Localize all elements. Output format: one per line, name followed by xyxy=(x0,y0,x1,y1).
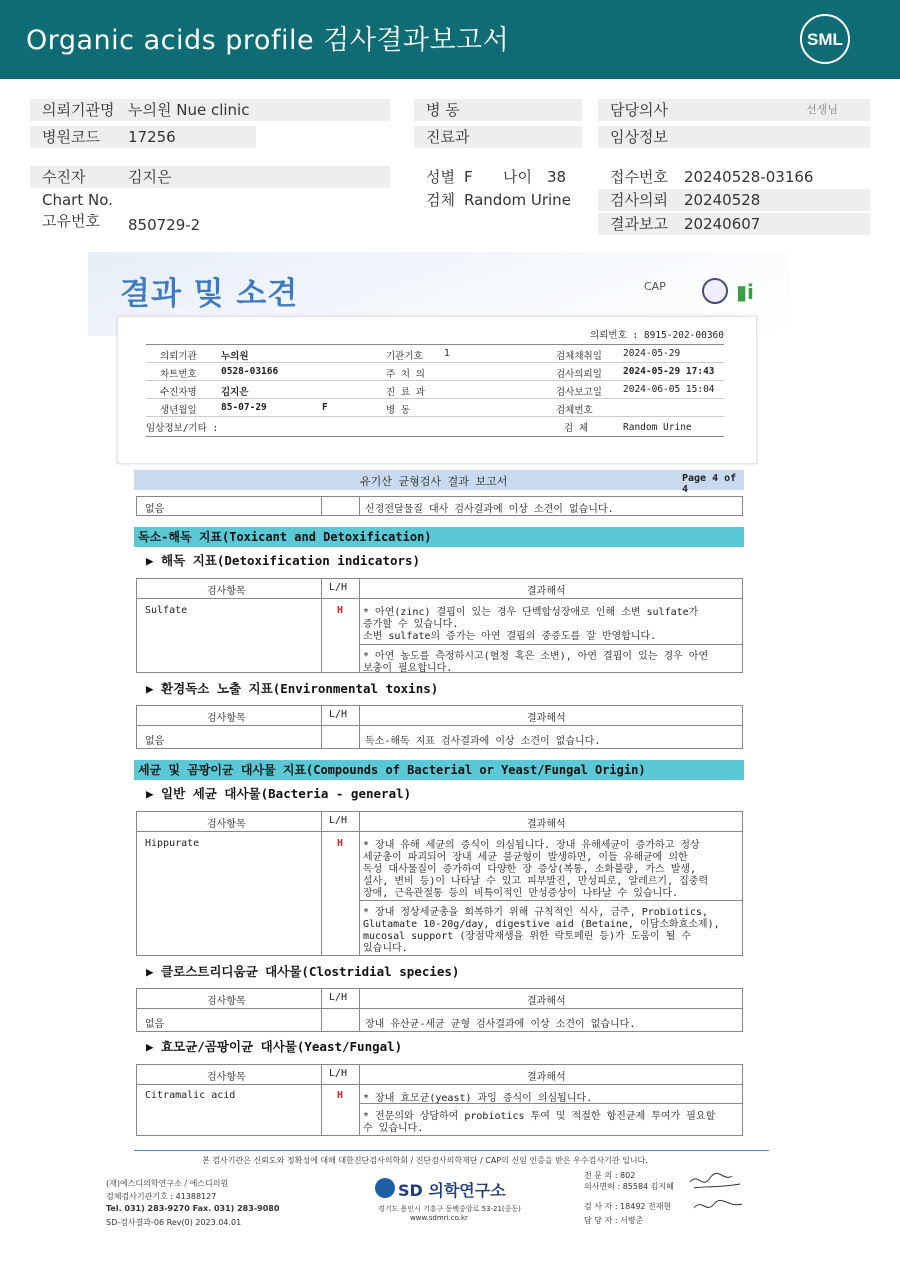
clinical-info-field: 임상정보 xyxy=(598,126,870,148)
analyte-citramalic-acid: Citramalic acid xyxy=(145,1090,236,1101)
chart-no-field: Chart No. xyxy=(42,191,113,209)
flag-high: H xyxy=(337,838,344,849)
clostridial-table: 검사항목 L/H 결과해석 없음 장내 유산균-세균 균형 검사결과에 이상 소견이 없습니다. xyxy=(136,988,743,1032)
yeast-table: 검사항목 L/H 결과해석 Citramalic acid H * 장내 효모균(yeast) 과잉 증식이 의심됩니다. * 전문의와 상담하여 probiotics 투여 및 적절한 항진균제 투여가 필요할 수 있습니다. xyxy=(136,1064,743,1136)
patient-name-field: 수진자 김지은 xyxy=(30,166,390,188)
signature-icon xyxy=(684,1168,748,1224)
dept-field: 진료과 xyxy=(414,126,582,148)
patient-info-box: 의뢰번호 : 8915-202-00360 의뢰기관 누의원 기관기호 1 검체채취일 2024-05-29 차트번호 0528-03166 주 치 의 검사의뢰일 2024-05-29 17:43 수진자명 김지은 진 료 과 검사보고일 2024-06-05 15:04 생년월일 85-07-29 F 병 동 검체번호 임상정보/기타 : 검 체 Random Urine xyxy=(117,316,757,464)
page-title: Organic acids profile 검사결과보고서 xyxy=(26,25,510,56)
sd-brand: SD 의학연구소 xyxy=(398,1181,506,1200)
unique-id-field: 고유번호 850729-2 xyxy=(42,212,201,234)
bacteria-table: 검사항목 L/H 결과해석 Hippurate H * 장내 유해 세균의 증식이 의심됩니다. 장내 유해세균이 증가하고 정상 세균총이 파괴되어 장내 세균 불균형이 발생하면, 이들 유해균에 의한 독성 대사물질이 증가하여 다양한 장 증상(복통, 소화불량, 가스 발생, 설사, 변비 등)이 나타날 수 있고 피부발진, 만성피로, 알레르기, 집중력 장애, 근육관절통 등의 비특이적인 만성증상이 나타날 수 있습니다. * 장내 정상세균총을 회복하기 위해 규칙적인 식사, 금주, Probiotics, Glutamate 10-20g/day, digestive aid (Betaine, 이담소화효소제), mucosal support (장점막재생을 위한 락토페린 등)가 도움이 될 수 있습니다. xyxy=(136,811,743,956)
sd-logo-icon xyxy=(375,1178,395,1198)
section-bacterial-fungal: 세균 및 곰팡이균 대사물 지표(Compounds of Bacterial or Yeast/Fungal Origin) xyxy=(134,760,744,780)
analyte-hippurate: Hippurate xyxy=(145,838,200,849)
sml-logo-icon xyxy=(798,12,852,66)
env-toxins-table: 검사항목 L/H 결과해석 없음 독소-해독 지표 검사결과에 이상 소견이 없습니다. xyxy=(136,705,743,749)
receipt-no-field: 접수번호 20240528-03166 xyxy=(610,168,814,186)
result-banner-title: 결과 및 소견 xyxy=(120,276,299,312)
request-number: 의뢰번호 : 8915-202-00360 xyxy=(590,330,724,341)
subsection-clostridial: ▶ 클로스트리디움균 대사물(Clostridial species) xyxy=(146,964,460,979)
hospital-code-field: 병원코드 17256 xyxy=(30,126,256,148)
subsection-yeast: ▶ 효모균/곰팡이균 대사물(Yeast/Fungal) xyxy=(146,1039,403,1054)
doctor-field: 담당의사 선생님 xyxy=(598,99,870,121)
result-report: 결과 및 소견 CAP ▮i 의뢰번호 : 8915-202-00360 의뢰기관 누의원 기관기호 1 검체채취일 2024-05-29 차트번호 0528-03166 주 치 의 검사의뢰일 2024-05-29 17:43 수진자명 김지은 진 료 과 검사보고일 2024-06-05 15:04 생년월일 85-07-29 F 병 동 검체번호 임상정보/기타 : 검 체 Random Urine 유기산 균형검사 결과 보고서 Page 4 of 4 없음 신경전달물질 대사 검사결과에 이상 소견이 없습니다. 독소-해독 지표(Toxicant and Detoxification) ▶ 해독 지표(Detoxification indicators) 검사항목 L/H 결과해석 Sulfate H * 아연(zinc) 결핍이 있는 경우 단백합성장애로 인해 소변 sulfate가 증가할 수 있습니다. 소변 sulfate의 증가는 아연 결핍의 중증도를 잘 반영합니다. * 아연 농도를 측정하시고(혈청 혹은 소변), 아연 결핍이 있는 경우 아연 보충이 필요합니다. ▶ 환경독소 노출 지표(Environmental toxins) 검사항목 L/H 결과해석 없음 독소-해독 지표 검사결과에 이상 소견이 없습니다. 세균 및 곰팡이균 대사물 지표(Compounds of Bacterial or Yeast/Fungal Origin) ▶ 일반 세균 대사물(Bacteria - general) 검사항목 L/H 결과해석 Hippurate H * 장내 유해 세균의 증식이 의심됩니다. 장내 유해세균이 증가하고 정상 세균총이 파괴되어 장내 세균 불균형이 발생하면, 이들 유해균에 의한 독성 대사물질이 증가하여 다양한 장 증상(복통, 소화불량, 가스 발생, 설사, 변비 등)이 나타날 수 있고 피부발진, 만성피로, 알레르기, 집중력 장애, 근육관절통 등의 비특이적인 만성증상이 나타날 수 있습니다. * 장내 정상세균총을 회복하기 위해 규칙적인 식사, 금주, Probiotics, Glutamate 10-20g/day, digestive aid (Betaine, 이담소화효소제), mucosal support (장점막재생을 위한 락토페린 등)가 도움이 될 수 있습니다. ▶ 클로스트리디움균 대사물(Clostridial species) 검사항목 L/H 결과해석 없음 장내 유산균-세균 균형 검사결과에 이상 소견이 없습니다. ▶ 효모균/곰팡이균 대사물(Yeast/Fungal) 검사항목 L/H 결과해석 Citramalic acid H * 장내 효모균(yeast) 과잉 증식이 의심됩니다. * 전문의와 상담하여 probiotics 투여 및 적절한 항진균제 투여가 필요할 수 있습니다. 본 검사기관은 신뢰도와 정확성에 대해 대한진단검사의학회 / 진단검사의학재단 / CAP의 신임 인증을 받은 우수검사기관 입니다. (재)에스디의학연구소 / 에스디의원 검체검사기관기호 : 41388127 Tel. 031) 283-9270 Fax. 031) 283-9080 SD-검사결과-06 Rev(0) 2023.04.01 SD 의학연구소 경기도 용인시 기흥구 동백중앙로 53-21(중동) www.sdmri.co.kr 전 문 의 : 802 의사면허 : 85584 김지혜 검 사 자 : 18492 전재현 담 당 자 : 서병준 xyxy=(88,252,790,1257)
ward-field: 병 동 xyxy=(414,99,582,121)
detox-table: 검사항목 L/H 결과해석 Sulfate H * 아연(zinc) 결핍이 있는 경우 단백합성장애로 인해 소변 sulfate가 증가할 수 있습니다. 소변 sulfate의 증가는 아연 결핍의 중증도를 잘 반영합니다. * 아연 농도를 측정하시고(혈청 혹은 소변), 아연 결핍이 있는 경우 아연 보충이 필요합니다. xyxy=(136,578,743,673)
subsection-bacteria: ▶ 일반 세균 대사물(Bacteria - general) xyxy=(146,786,412,801)
flag-high: H xyxy=(337,605,344,616)
subsection-detox: ▶ 해독 지표(Detoxification indicators) xyxy=(146,553,421,568)
specimen-field: 검체 Random Urine xyxy=(426,191,571,209)
report-subtitle: 유기산 균형검사 결과 보고서 xyxy=(360,475,508,488)
section-toxicant: 독소-해독 지표(Toxicant and Detoxification) xyxy=(134,527,744,547)
seal-icon xyxy=(702,278,728,304)
sex-age-field: 성별 F 나이 38 xyxy=(426,168,567,186)
report-header xyxy=(0,0,900,79)
subsection-environmental: ▶ 환경독소 노출 지표(Environmental toxins) xyxy=(146,681,439,696)
flag-high: H xyxy=(337,1090,344,1101)
analyte-sulfate: Sulfate xyxy=(145,605,188,616)
svg-text:SML: SML xyxy=(807,30,843,49)
org-field: 의뢰기관명 누의원 Nue clinic xyxy=(30,99,390,121)
report-date-field: 결과보고 20240607 xyxy=(598,213,870,235)
page-number: Page 4 of 4 xyxy=(682,473,737,495)
neuro-continued-table: 없음 신경전달물질 대사 검사결과에 이상 소견이 없습니다. xyxy=(136,496,743,516)
request-date-field: 검사의뢰 20240528 xyxy=(598,189,870,211)
cap-logo: CAP xyxy=(644,280,666,293)
certification-note: 본 검사기관은 신뢰도와 정확성에 대해 대한진단검사의학회 / 진단검사의학재단 / CAP의 신임 인증을 받은 우수검사기관 입니다. xyxy=(202,1156,648,1165)
report-titlebar xyxy=(134,470,744,495)
lab-logo-icon: ▮i xyxy=(736,280,754,304)
